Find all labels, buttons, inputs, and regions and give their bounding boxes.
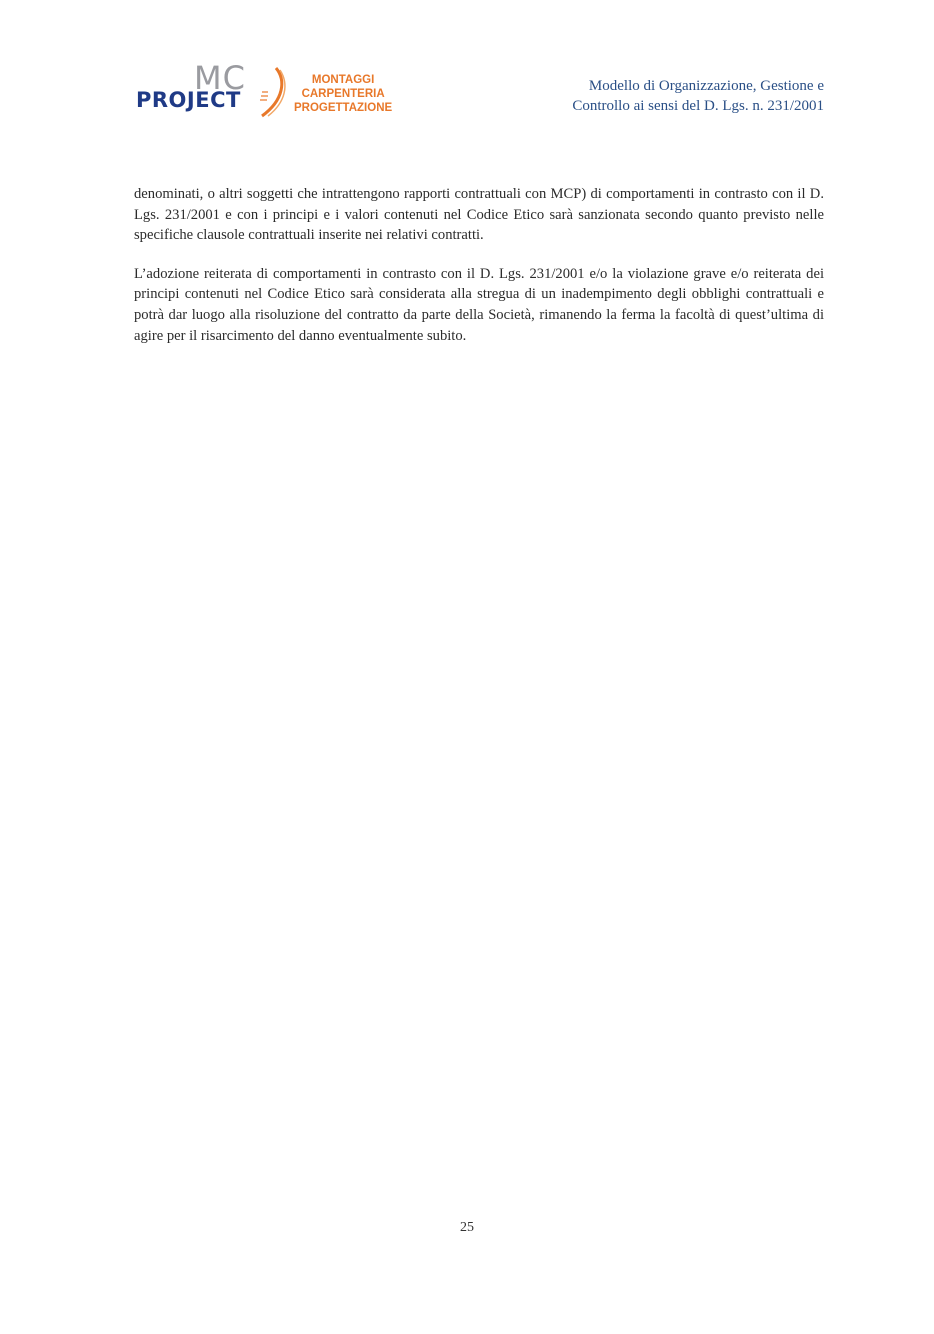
header-title-line-1: Modello di Organizzazione, Gestione e [588,78,824,94]
body-paragraph-1: denominati, o altri soggetti che intrattengono rapporti contrattuali con MCP) di comportamenti in contrasto con il D. Lgs. 231/2001 e con i principi e i valori contenuti nel Codice Etico sarà sanzionata secondo quanto previsto nelle specifiche clausole contrattuali inserite nei relativi contratti. [134,186,824,244]
logo-project-text: PROJECT [136,88,241,112]
logo-swoosh-icon [256,66,292,118]
page-number: 25 [460,1220,474,1235]
logo-mc-text: MC [194,59,246,97]
document-body [134,184,824,364]
header-title-line-2: Controllo ai sensi del D. Lgs. n. 231/2001 [572,98,824,114]
logo-tagline [294,73,392,115]
company-logo [136,59,406,120]
document-header-title [572,76,824,116]
logo-tagline-line-3: PROGETTAZIONE [294,102,393,114]
body-paragraph-2: L’adozione reiterata di comportamenti in contrasto con il D. Lgs. 231/2001 e/o la violazione grave e/o reiterata dei principi contenuti nel Codice Etico sarà considerata alla stregua di un inadempimento degli obblighi contrattuali e potrà dar luogo alla risoluzione del contratto da parte della Società, rimanendo la ferma la facoltà di quest’ultima di agire per il risarcimento del danno eventualmente subito. [134,265,824,344]
logo-tagline-line-1: MONTAGGI [311,74,375,86]
logo-tagline-line-2: CARPENTERIA [301,88,385,100]
